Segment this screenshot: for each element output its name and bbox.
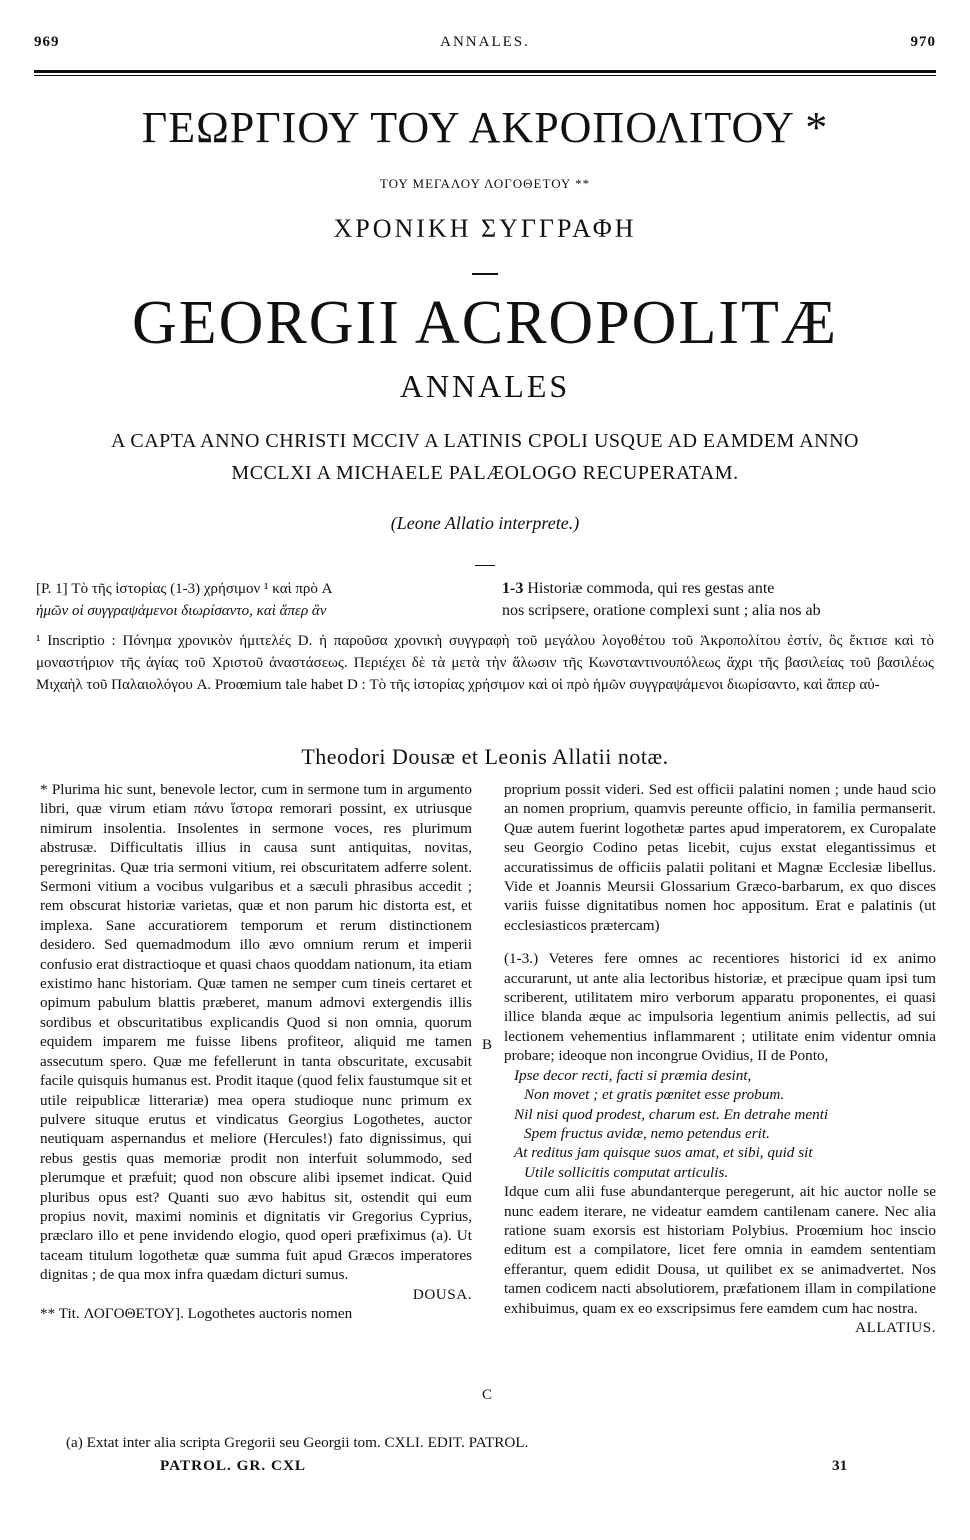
header-rule — [34, 70, 936, 73]
verse-line: Nil nisi quod prodest, charum est. En detrahe menti — [514, 1105, 829, 1123]
greek-title: ΓΕΩΡΓΙΟΥ ΤΟΥ ΑΚΡΟΠΟΛΙΤΟΥ * — [141, 103, 829, 152]
verse-line: Spem fructus avidæ, nemo petendus erit. — [524, 1124, 770, 1142]
running-title: ANNALES. — [440, 34, 530, 50]
section-number: 1-3 — [502, 580, 524, 597]
latin-description-line-2: MCCLXI A MICHAELE PALÆOLOGO RECUPERATAM. — [231, 462, 739, 484]
interpreter-line: (Leone Allatio interprete.) — [390, 513, 580, 533]
greek-text-line-1: [P. 1] Τὸ τῆς ἱστορίας (1-3) χρήσιμον ¹ καὶ πρὸ A — [36, 581, 333, 597]
verse-line: Utile sollicitis computat articulis. — [524, 1163, 729, 1181]
header-rule-thin — [34, 75, 936, 76]
footer-signature-number: 31 — [832, 1457, 848, 1474]
note-paragraph: (1-3.) Veteres fere omnes ac recentiores historici id ex animo accurarunt, ut ante alia lectoribus historiæ, et præcipue quam ipsi tum scriberent, utilitatem miro verborum apparatu proponentes, ei quasi illice blanda æque ac impulsoria legentium animis pellectis, ad sui lectionem vehementius inflammarent ; utilitate enim videntur omnia probare; ideoque non incongrue Ovidius, II de Ponto, — [504, 950, 936, 1065]
latin-work-title: ANNALES — [399, 368, 571, 404]
greek-subtitle: ΤΟΥ ΜΕΓΑΛΟΥ ΛΟΓΟΘΕΤΟΥ ** — [379, 176, 591, 191]
greek-work-title: ΧΡΟΝΙΚΗ ΣΥΓΓΡΑΦΗ — [333, 214, 637, 243]
verse-line: Non movet ; et gratis pœnitet esse probum. — [524, 1086, 785, 1104]
latin-text-line-1 — [502, 578, 934, 600]
note-paragraph: ** Tit. ΛΟΓΟΘΕΤΟΥ]. Logothetes auctoris nomen — [40, 1304, 353, 1322]
greek-text-line-2: ἡμῶν οἱ συγγραψάμενοι διωρίσαντο, καὶ ἅπερ ἂν — [36, 603, 327, 619]
note-signature: DOUSA. — [412, 1285, 472, 1303]
page-number-right: 970 — [910, 34, 936, 50]
notes-left-column — [40, 780, 472, 1323]
verse-line: At reditus jam quisque suos amat, et sibi, quid sit — [514, 1144, 813, 1162]
margin-letter-c: C — [482, 1387, 493, 1403]
notes-heading: Theodori Dousæ et Leonis Allatii notæ. — [301, 744, 669, 769]
latin-text-line-1-body: Historiæ commoda, qui res gestas ante — [523, 580, 775, 597]
interpreter-divider — [40, 553, 930, 571]
title-divider — [40, 262, 930, 280]
inscription-footnote: ¹ Inscriptio : Πόνημα χρονικὸν ἡμιτελές D. ἡ παροῦσα χρονικὴ συγγραφὴ τοῦ μεγάλου λογοθέτου τοῦ Ἀκροπολίτου ἐστίν, ὃς ἔκτισε καὶ τὸ μοναστήριον τῆς ἁγίας τοῦ Χριστοῦ ἀναστάσεως. Περιέχει δὲ τὰ μετὰ τὴν ἅλωσιν τῆς Κωνσταντινουπόλεως ἄχρι τῆς βασιλείας τοῦ βασιλέως Μιχαὴλ τοῦ Παλαιολόγου A. Proœmium tale habet D : Τὸ τῆς ἱστορίας χρήσιμον καὶ οἱ πρὸ ἡμῶν συγγραψάμενοι διωρίσαντο, καὶ ἅπερ αὐ- — [36, 633, 934, 693]
margin-letter-b: B — [482, 1037, 493, 1053]
footer-series: PATROL. GR. CXL — [160, 1457, 307, 1474]
note-paragraph: Idque cum alii fuse abundanterque peregerunt, ait hic auctor nolle se nunc eadem iterare, ne videatur eamdem cantilenam canere. Nec alia ratione suam exorsis est historiam Polybius. Proœmium hoc inscio editum est a compilatore, licet fere omnia in eamdem sententiam efferantur, quem edidit Dousa, ut quilibet ex se animadvertet. Nos tamen codicem nacti absolutiorem, præfationem illam in compilatione exhibuimus, quam ex eo exscripsimus fere eamdem cum hac nostra. — [504, 1183, 936, 1317]
running-head — [34, 34, 936, 58]
footer-note: (a) Extat inter alia scripta Gregorii seu Georgii tom. CXLI. EDIT. PATROL. — [66, 1434, 529, 1451]
note-paragraph: proprium possit videri. Sed est officii palatini nomen ; unde haud scio an nomen proprium, quamvis pereunte officio, in familia permanserit. Quæ autem fuerint logothetæ partes apud imperatorem, ex Curopalate seu Georgio Codino petas licebit, cujus exstat elegantissimus et accuratissimus de officiis palatii politani et Magnæ Ecclesiæ libellus. Vide et Joannis Meursii Glossarium Græco-barbarum, ex quo disces variis fuisse dignitatibus nomen hoc appositum. Erat e palatinis (ut ecclesiasticos prætercam) — [504, 781, 936, 934]
note-signature: ALLATIUS. — [855, 1318, 936, 1336]
latin-title: GEORGII ACROPOLITÆ — [132, 289, 838, 357]
latin-text-line-2: nos scripsere, oratione complexi sunt ; alia nos ab — [502, 602, 821, 619]
verse-line: Ipse decor recti, facti si præmia desint, — [514, 1066, 752, 1084]
latin-description — [40, 425, 930, 489]
notes-right-column — [504, 780, 936, 1337]
latin-description-line-1: A CAPTA ANNO CHRISTI MCCIV A LATINIS CPOLI USQUE AD EAMDEM ANNO — [111, 430, 859, 452]
note-paragraph: * Plurima hic sunt, benevole lector, cum in sermone tum in argumento libri, quæ virum etiam πάνυ ἵστορα remorari possint, ex utriusque nimirum insolentia. Insolentes in sermone voces, res plurimum abstrusæ. Difficultatis illius in causa sunt antiquitas, novitas, peregrinitas. Quæ tria sermoni vitium, rei obscuritatem adferre solent. Sermoni vitium a vocibus vulgaribus et a sæculi phrasibus accedit ; rem obscurat historiæ varietas, quæ et non parum hic distorta est, et implexa. Sane accuratiorem temporum et rerum distinctionem desidero. Sed quemadmodum illo ævo omnium rerum et imperii confusio erat distractioque et quasi chaos quoddam nationum, ita etiam existimo hanc historiam. Quæ tamen ne semper cum tineis certaret et opimum pabulum blattis præberet, manum admovi extergendis illis sordibus et obscuritatibus explicandis Quod si non omnia, quorum equidem imparem me fuisse libens profiteor, aliquid me tamen assecutum spero. Quæ me fefellerunt in tanta obscuritate, excusabit facile quisquis humanus est. Prodit itaque (quod felix faustumque sit et utile reipublicæ litterariæ) mea opera studioque nunc primum ex pulvere situque erutus et vindicatus Georgius Logothetes, auctor neutiquam aspernandus et meliore (Hercules!) fato dignissimus, qui rebus gestis quas memoriæ prodit non interfuit solummodo, sed plerumque et præfuit; quod non obscure alibi ipsemet indicat. Quid pluribus opus est? Quanti suo ævo habitus sit, ostendit qui eum propius novit, maximi nominis et dignitatis vir Gregorius Cyprius, præclaro illo et pene invidendo elogio, quod operi præfiximus (a). Ut taceam titulum logothetæ quæ summa fuit apud Græcos imperatores dignitas ; de qua mox infra quædam dicturi sumus. — [40, 781, 472, 1284]
page-number-left: 969 — [34, 34, 60, 50]
